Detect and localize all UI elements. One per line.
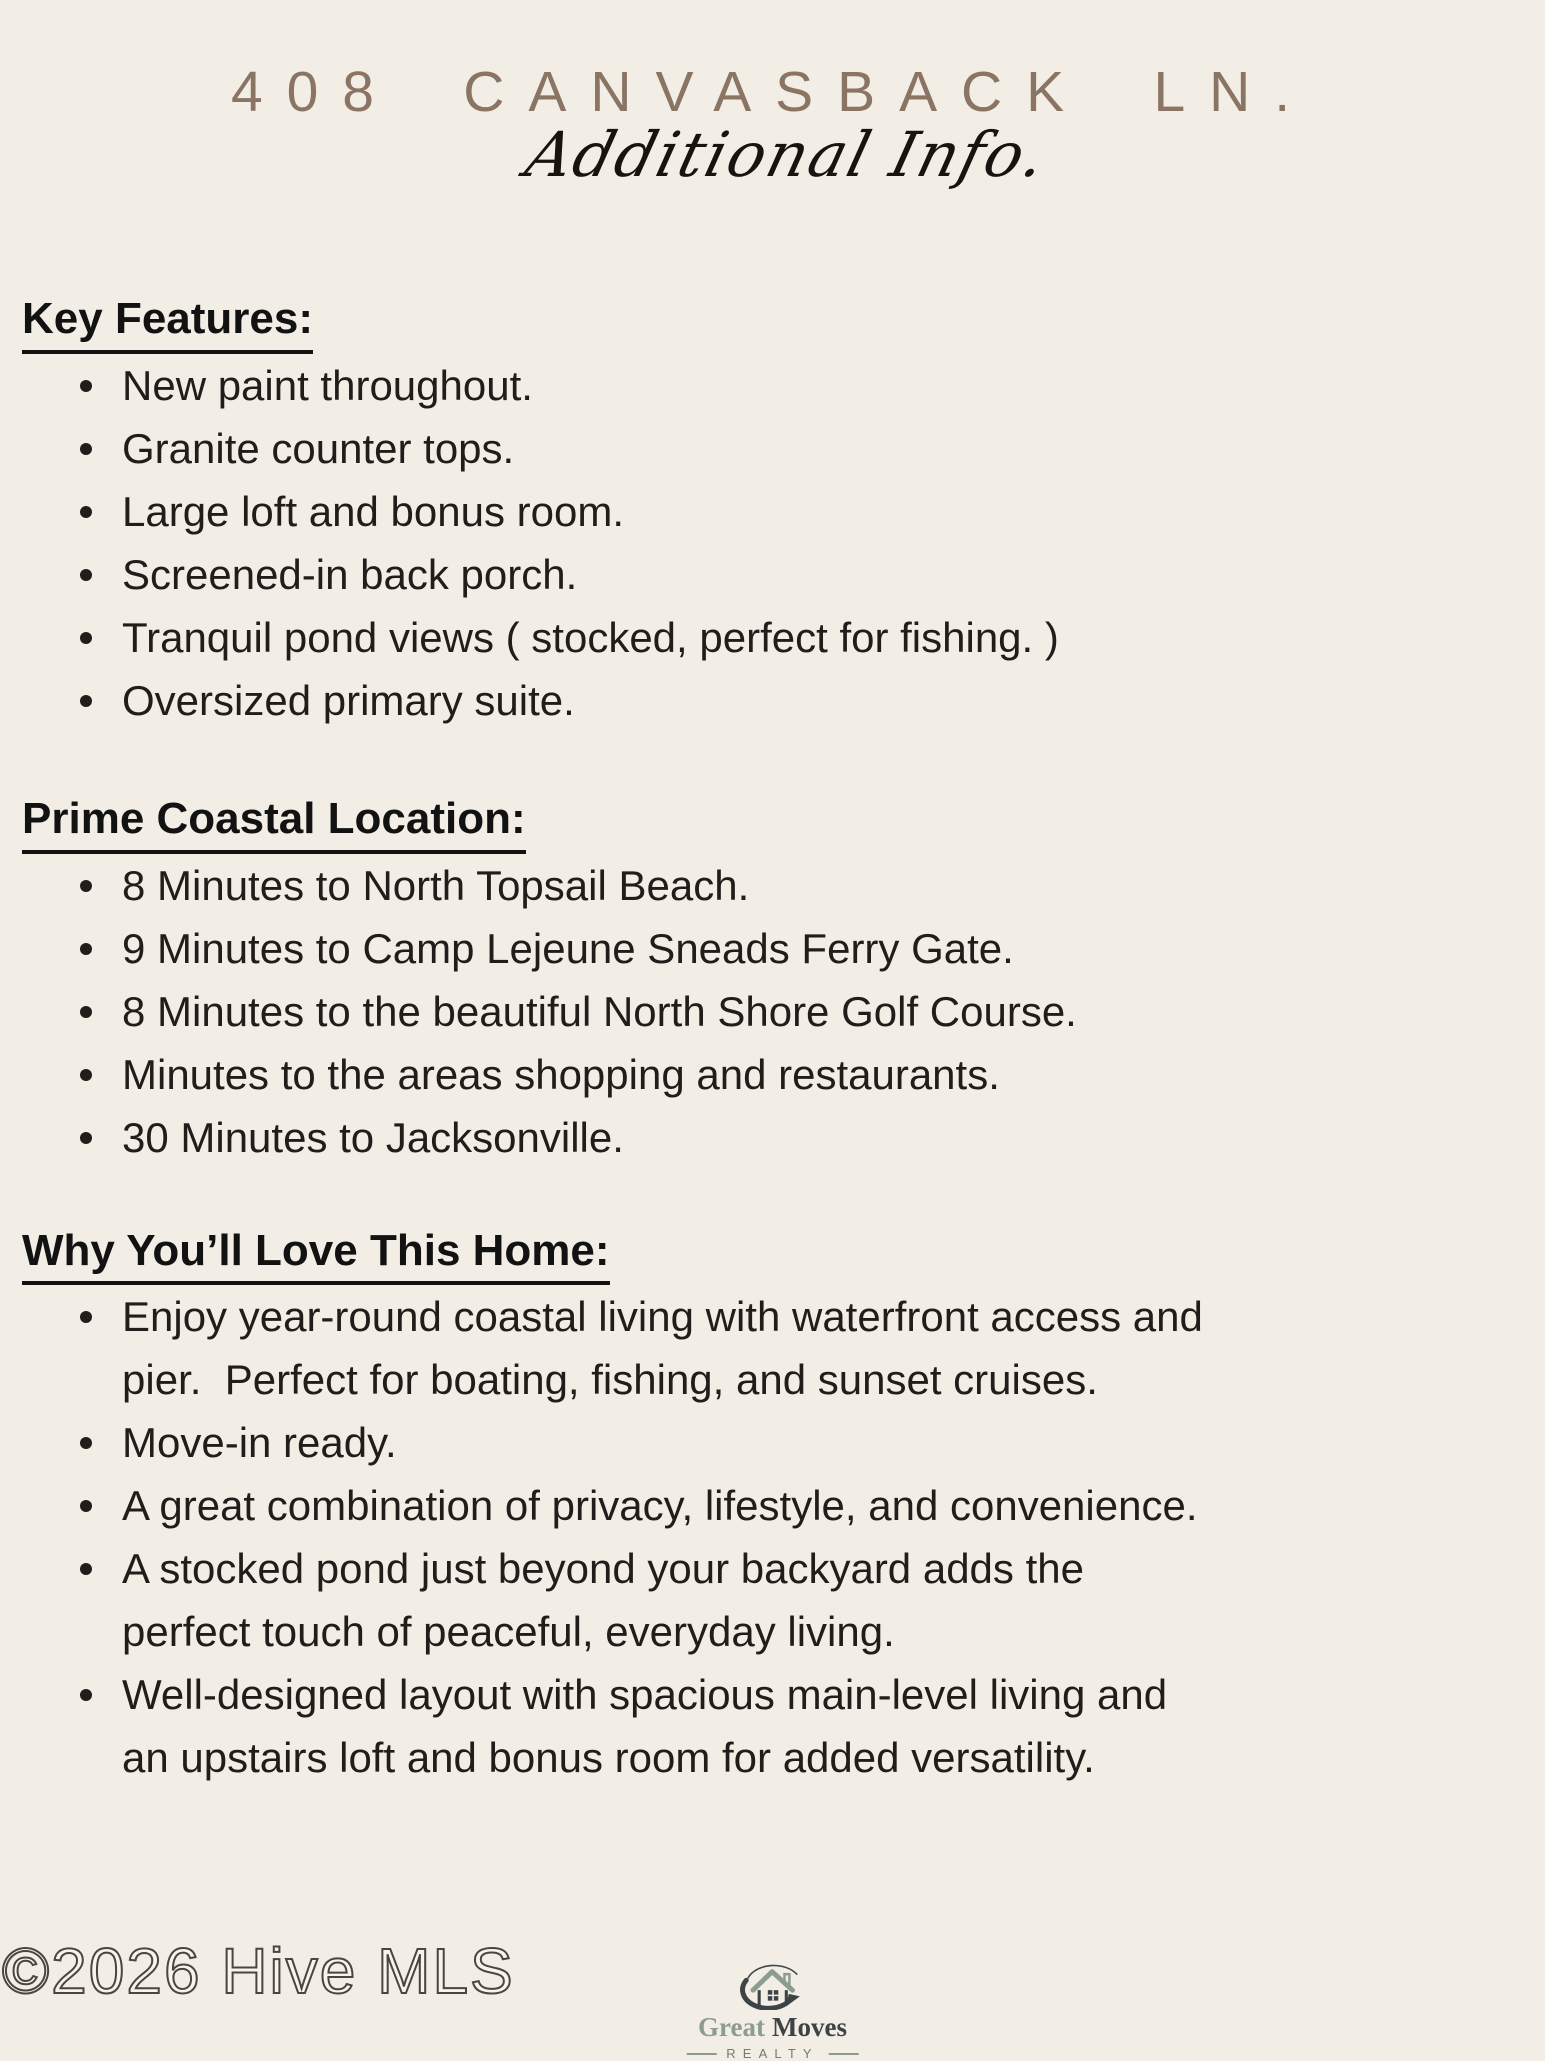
property-address-title: 408 CANVASBACK LN.	[230, 60, 1315, 124]
list-item-line: New paint throughout.	[122, 361, 533, 409]
bullet-dot	[80, 380, 92, 392]
bullet-dot	[80, 1437, 92, 1449]
list-item-line: Screened-in back porch.	[122, 550, 578, 598]
list-item	[122, 1106, 1495, 1169]
bullet-dot	[80, 1132, 92, 1144]
list-item-line: Tranquil pond views ( stocked, perfect for fishing. )	[122, 613, 1059, 661]
list-item-line: 8 Minutes to the beautiful North Shore Golf Course.	[122, 987, 1077, 1035]
subtitle-wrap	[0, 118, 1545, 210]
bullet-dot	[80, 1563, 92, 1575]
subtitle-script: Additional Info.	[518, 118, 1055, 192]
list-item-line: 8 Minutes to North Topsail Beach.	[122, 861, 750, 909]
list-item	[122, 1285, 1495, 1411]
list-item	[122, 543, 1495, 606]
list-item	[122, 669, 1495, 732]
section-heading-prime-coastal-location	[22, 794, 1495, 854]
section-heading-key-features	[22, 294, 1495, 354]
list-item	[122, 1663, 1495, 1789]
list-item-line: an upstairs loft and bonus room for added versatility.	[122, 1734, 1095, 1782]
list-item	[122, 980, 1495, 1043]
logo-name-secondary: Moves	[771, 2012, 847, 2042]
list-item	[122, 1537, 1495, 1663]
list-item	[122, 480, 1495, 543]
flyer-page	[0, 58, 1545, 2061]
bullet-dot	[80, 880, 92, 892]
list-item-line: pier. Perfect for boating, fishing, and sunset cruises.	[122, 1356, 1098, 1404]
tagline-dash-right	[829, 2053, 859, 2055]
list-item-line: perfect touch of peaceful, everyday living.	[122, 1608, 895, 1656]
logo-name-primary: Great	[698, 2012, 765, 2042]
section-heading-text: Why You’ll Love This Home:	[22, 1226, 610, 1286]
list-item-line: Minutes to the areas shopping and restaurants.	[122, 1050, 1000, 1098]
bullet-dot	[80, 1689, 92, 1701]
list-item-line: Large loft and bonus room.	[122, 487, 624, 535]
list-item-line: 30 Minutes to Jacksonville.	[122, 1113, 624, 1161]
list-item	[122, 1043, 1495, 1106]
section-heading-text: Prime Coastal Location:	[22, 794, 526, 854]
list-item-line: Well-designed layout with spacious main-level living and	[122, 1671, 1168, 1719]
bullet-dot	[80, 943, 92, 955]
house-swirl-icon	[735, 1958, 809, 2010]
bullet-dot	[80, 632, 92, 644]
key-features-list	[22, 354, 1495, 732]
list-item	[122, 1474, 1495, 1537]
logo-tagline	[686, 2046, 859, 2061]
flyer-content	[0, 294, 1545, 1789]
list-item-line: 9 Minutes to Camp Lejeune Sneads Ferry Gate.	[122, 924, 1014, 972]
bullet-dot	[80, 506, 92, 518]
list-item	[122, 917, 1495, 980]
bullet-dot	[80, 569, 92, 581]
list-item-line: Granite counter tops.	[122, 424, 515, 472]
brokerage-logo	[686, 1958, 859, 2061]
list-item-line: Enjoy year-round coastal living with waterfront access and	[122, 1293, 1203, 1341]
tagline-dash-left	[686, 2053, 716, 2055]
list-item-line: Move-in ready.	[122, 1419, 397, 1467]
section-heading-why-love-home	[22, 1226, 1495, 1286]
bullet-dot	[80, 695, 92, 707]
coastal-location-list	[22, 854, 1495, 1169]
section-heading-text: Key Features:	[22, 294, 313, 354]
list-item	[122, 417, 1495, 480]
list-item	[122, 854, 1495, 917]
tagline-text: REALTY	[726, 2046, 819, 2061]
bullet-dot	[80, 443, 92, 455]
why-love-home-list	[22, 1285, 1495, 1789]
list-item-line: A stocked pond just beyond your backyard adds the	[122, 1545, 1084, 1593]
bullet-dot	[80, 1069, 92, 1081]
list-item-line: A great combination of privacy, lifestyle, and convenience.	[122, 1482, 1198, 1530]
bullet-dot	[80, 1006, 92, 1018]
mls-watermark: ©2026 Hive MLS	[2, 1935, 515, 2007]
logo-name	[686, 2012, 859, 2043]
bullet-dot	[80, 1500, 92, 1512]
list-item-line: Oversized primary suite.	[122, 676, 575, 724]
list-item	[122, 354, 1495, 417]
list-item	[122, 1411, 1495, 1474]
bullet-dot	[80, 1311, 92, 1323]
list-item	[122, 606, 1495, 669]
